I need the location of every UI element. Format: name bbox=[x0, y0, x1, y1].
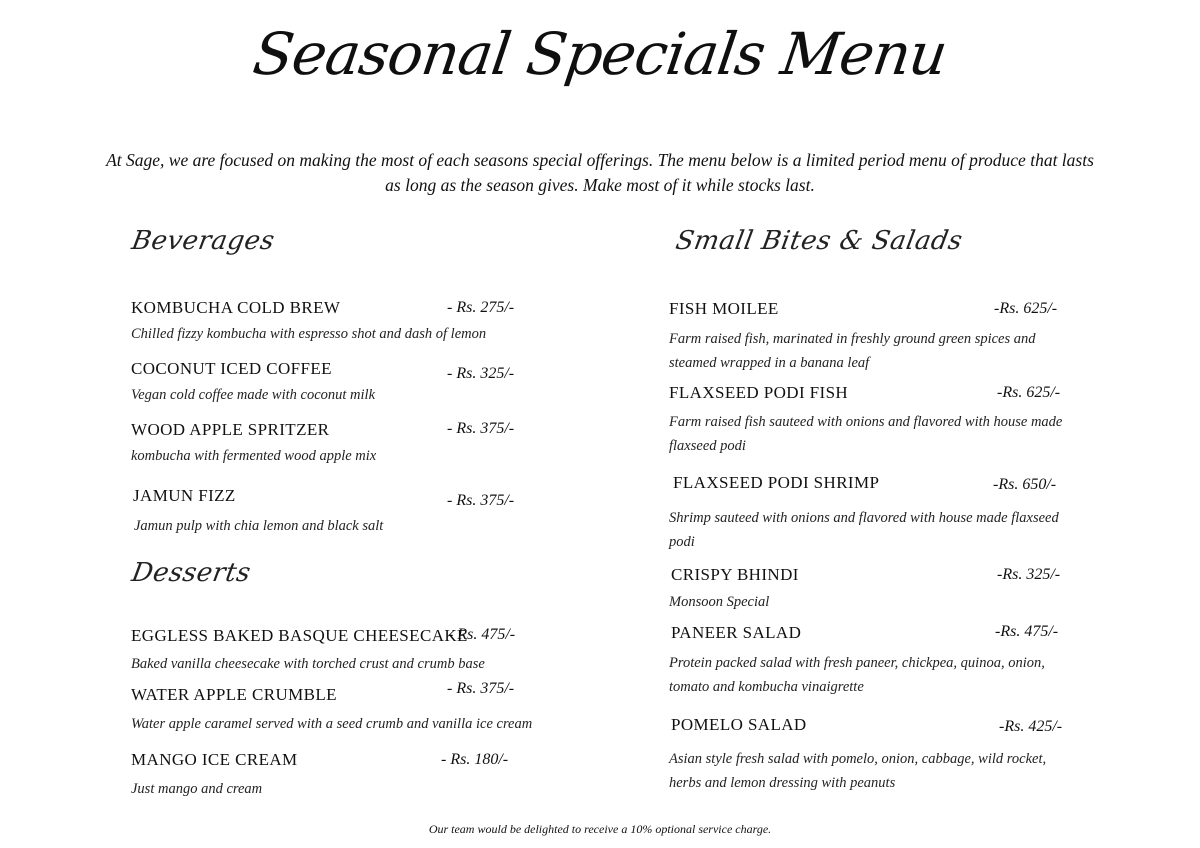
menu-item-description: Farm raised fish sauteed with onions and flavored with house made flaxseed podi bbox=[669, 414, 1063, 454]
menu-item-description: Monsoon Special bbox=[669, 594, 770, 610]
menu-item-description: Water apple caramel served with a seed crumb and vanilla ice cream bbox=[131, 716, 533, 732]
menu-item-price: -Rs. 325/- bbox=[997, 566, 1061, 583]
menu-item-name: WOOD APPLE SPRITZER bbox=[131, 420, 330, 439]
menu-item-price: -Rs. 650/- bbox=[993, 476, 1057, 493]
menu-item-name: JAMUN FIZZ bbox=[133, 486, 236, 505]
menu-item-name: COCONUT ICED COFFEE bbox=[131, 359, 332, 378]
menu-item-name: POMELO SALAD bbox=[671, 715, 807, 734]
menu-item-description: kombucha with fermented wood apple mix bbox=[131, 448, 377, 464]
menu-item-name: PANEER SALAD bbox=[671, 623, 802, 642]
menu-item-price: -Rs. 625/- bbox=[997, 384, 1061, 401]
section-heading-desserts: Desserts bbox=[129, 558, 254, 588]
menu-item-name: FLAXSEED PODI SHRIMP bbox=[673, 473, 880, 492]
menu-item-price: -Rs. 625/- bbox=[994, 300, 1058, 317]
menu-item-price: -Rs. 425/- bbox=[999, 718, 1063, 735]
menu-item-description: Farm raised fish, marinated in freshly ground green spices and steamed wrapped in a banana leaf bbox=[669, 331, 1036, 371]
menu-item-price: - Rs. 325/- bbox=[447, 365, 515, 382]
menu-item-price: -Rs. 475/- bbox=[995, 623, 1059, 640]
menu-item-price: - Rs. 275/- bbox=[447, 299, 515, 316]
menu-item-description: Jamun pulp with chia lemon and black salt bbox=[134, 518, 384, 534]
menu-item-description: Baked vanilla cheesecake with torched crust and crumb base bbox=[131, 656, 485, 672]
menu-item-price: - Rs. 375/- bbox=[447, 492, 515, 509]
menu-item-name: WATER APPLE CRUMBLE bbox=[131, 685, 337, 704]
menu-item-description: Just mango and cream bbox=[131, 781, 263, 797]
menu-item-price: - Rs. 180/- bbox=[441, 751, 509, 768]
service-charge-note: Our team would be delighted to receive a 10% optional service charge. bbox=[428, 822, 772, 836]
menu-item-name: EGGLESS BAKED BASQUE CHEESECAKE bbox=[131, 626, 468, 645]
menu-item-price: - Rs. 375/- bbox=[447, 420, 515, 437]
section-heading-small-bites: Small Bites & Salads bbox=[673, 226, 965, 256]
menu-item-description: Protein packed salad with fresh paneer, chickpea, quinoa, onion, tomato and kombucha vinaigrette bbox=[669, 655, 1045, 695]
menu-item-description: Asian style fresh salad with pomelo, onion, cabbage, wild rocket, herbs and lemon dressing with peanuts bbox=[669, 751, 1047, 791]
menu-item-name: KOMBUCHA COLD BREW bbox=[131, 298, 341, 317]
page-title: Seasonal Specials Menu bbox=[249, 20, 951, 88]
menu-item-price: - Rs. 375/- bbox=[447, 680, 515, 697]
menu-item-description: Vegan cold coffee made with coconut milk bbox=[131, 387, 376, 403]
menu-item-name: FLAXSEED PODI FISH bbox=[669, 383, 849, 402]
section-heading-beverages: Beverages bbox=[129, 226, 278, 256]
menu-item-name: CRISPY BHINDI bbox=[671, 565, 799, 584]
menu-item-description: Shrimp sauteed with onions and flavored with house made flaxseed podi bbox=[669, 510, 1059, 550]
menu-item-name: MANGO ICE CREAM bbox=[131, 750, 298, 769]
menu-item-price: - Rs. 475/- bbox=[448, 626, 516, 643]
intro-text: At Sage, we are focused on making the most of each seasons special offerings. The menu below is a limited period menu of produce that lasts as long as the season gives. Make most of it while stocks last. bbox=[106, 150, 1094, 195]
menu-item-name: FISH MOILEE bbox=[669, 299, 779, 318]
menu-item-description: Chilled fizzy kombucha with espresso shot and dash of lemon bbox=[131, 326, 487, 342]
